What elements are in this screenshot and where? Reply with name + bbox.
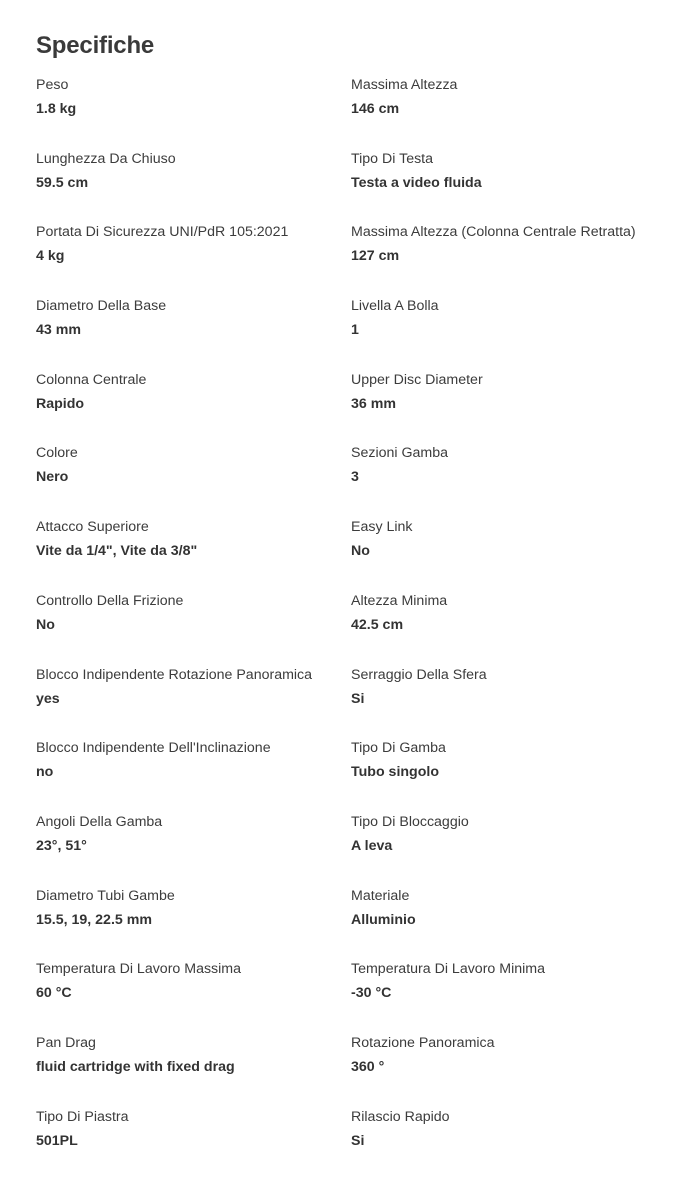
spec-label: Pan Drag	[36, 1034, 96, 1051]
spec-value: 60 °C	[36, 985, 72, 1002]
spec-value: 146 cm	[351, 101, 400, 117]
spec-item-materiale	[351, 887, 676, 961]
spec-item-tipo-di-gamba	[351, 739, 676, 813]
spec-item-blocco-rotazione-panoramica	[36, 666, 351, 740]
spec-label: Easy Link	[351, 519, 413, 536]
spec-label: Tipo Di Gamba	[351, 740, 446, 757]
spec-item-lunghezza-da-chiuso	[36, 150, 351, 224]
spec-item-colore	[36, 444, 351, 518]
spec-value: 59.5 cm	[36, 174, 89, 191]
spec-value: No	[36, 616, 55, 633]
spec-item-tipo-di-bloccaggio	[351, 813, 676, 887]
spec-value: 3	[351, 469, 359, 486]
spec-value: Tubo singolo	[351, 764, 439, 781]
page-title: Specifiche	[36, 32, 155, 59]
spec-item-sezioni-gamba	[351, 444, 676, 518]
spec-item-angoli-della-gamba	[36, 813, 351, 887]
spec-label: Massima Altezza (Colonna Centrale Retratta)	[351, 224, 636, 241]
spec-label: Sezioni Gamba	[351, 445, 448, 462]
spec-label: Serraggio Della Sfera	[351, 666, 487, 683]
spec-value: 1.8 kg	[36, 101, 77, 117]
spec-value: No	[351, 543, 370, 560]
spec-value: Si	[351, 690, 365, 707]
spec-item-portata-di-sicurezza	[36, 223, 351, 297]
spec-label: Materiale	[351, 887, 410, 904]
spec-value: Testa a video fluida	[351, 174, 482, 191]
spec-label: Colonna Centrale	[36, 371, 147, 388]
spec-label: Portata Di Sicurezza UNI/PdR 105:2021	[36, 224, 289, 241]
spec-item-massima-altezza	[351, 76, 676, 150]
spec-label: Temperatura Di Lavoro Minima	[351, 961, 545, 978]
spec-label: Peso	[36, 77, 69, 93]
spec-value: 15.5, 19, 22.5 mm	[36, 911, 152, 928]
spec-value: -30 °C	[351, 985, 392, 1002]
specifications-grid	[36, 76, 676, 1181]
spec-value: A leva	[351, 837, 393, 854]
spec-item-diametro-della-base	[36, 297, 351, 371]
spec-item-massima-altezza-retratta	[351, 223, 676, 297]
spec-item-altezza-minima	[351, 592, 676, 666]
spec-item-serraggio-della-sfera	[351, 666, 676, 740]
spec-value: Alluminio	[351, 911, 416, 928]
spec-label: Altezza Minima	[351, 592, 448, 609]
spec-label: Blocco Indipendente Dell'Inclinazione	[36, 740, 271, 757]
spec-value: 127 cm	[351, 248, 400, 265]
spec-item-pan-drag	[36, 1034, 351, 1108]
spec-label: Lunghezza Da Chiuso	[36, 150, 176, 167]
spec-value: Vite da 1/4", Vite da 3/8"	[36, 543, 198, 560]
spec-label: Rilascio Rapido	[351, 1108, 450, 1125]
spec-label: Tipo Di Piastra	[36, 1108, 129, 1125]
spec-item-easy-link	[351, 518, 676, 592]
spec-label: Colore	[36, 445, 78, 462]
spec-value: 42.5 cm	[351, 616, 404, 633]
spec-item-blocco-inclinazione	[36, 739, 351, 813]
spec-label: Tipo Di Bloccaggio	[351, 813, 469, 830]
spec-value: Rapido	[36, 395, 85, 412]
spec-value: Si	[351, 1132, 365, 1149]
spec-item-rotazione-panoramica	[351, 1034, 676, 1108]
spec-label: Angoli Della Gamba	[36, 813, 163, 830]
spec-value: yes	[36, 690, 60, 707]
spec-item-rilascio-rapido	[351, 1108, 676, 1182]
spec-label: Diametro Tubi Gambe	[36, 887, 175, 904]
spec-label: Blocco Indipendente Rotazione Panoramica	[36, 666, 313, 683]
spec-value: 43 mm	[36, 322, 81, 339]
spec-label: Livella A Bolla	[351, 298, 439, 315]
spec-value: no	[36, 764, 54, 781]
spec-item-temperatura-minima	[351, 960, 676, 1034]
spec-item-attacco-superiore	[36, 518, 351, 592]
spec-label: Massima Altezza	[351, 77, 458, 93]
spec-item-tipo-di-testa	[351, 150, 676, 224]
spec-value: 1	[351, 322, 359, 339]
spec-item-controllo-della-frizione	[36, 592, 351, 666]
spec-label: Tipo Di Testa	[351, 150, 434, 167]
spec-item-livella-a-bolla	[351, 297, 676, 371]
spec-label: Rotazione Panoramica	[351, 1034, 495, 1051]
spec-value: 4 kg	[36, 248, 65, 265]
spec-item-temperatura-massima	[36, 960, 351, 1034]
spec-item-colonna-centrale	[36, 371, 351, 445]
spec-item-upper-disc-diameter	[351, 371, 676, 445]
spec-label: Temperatura Di Lavoro Massima	[36, 961, 242, 978]
spec-item-tipo-di-piastra	[36, 1108, 351, 1182]
spec-value: 360 °	[351, 1058, 385, 1075]
spec-item-diametro-tubi-gambe	[36, 887, 351, 961]
spec-label: Controllo Della Frizione	[36, 592, 184, 609]
spec-value: 23°, 51°	[36, 837, 87, 854]
spec-item-peso	[36, 76, 351, 150]
spec-label: Diametro Della Base	[36, 298, 167, 315]
spec-label: Attacco Superiore	[36, 519, 149, 536]
spec-label: Upper Disc Diameter	[351, 371, 483, 388]
spec-value: 501PL	[36, 1132, 78, 1149]
spec-value: 36 mm	[351, 395, 396, 412]
spec-value: fluid cartridge with fixed drag	[36, 1058, 235, 1075]
spec-value: Nero	[36, 469, 69, 486]
